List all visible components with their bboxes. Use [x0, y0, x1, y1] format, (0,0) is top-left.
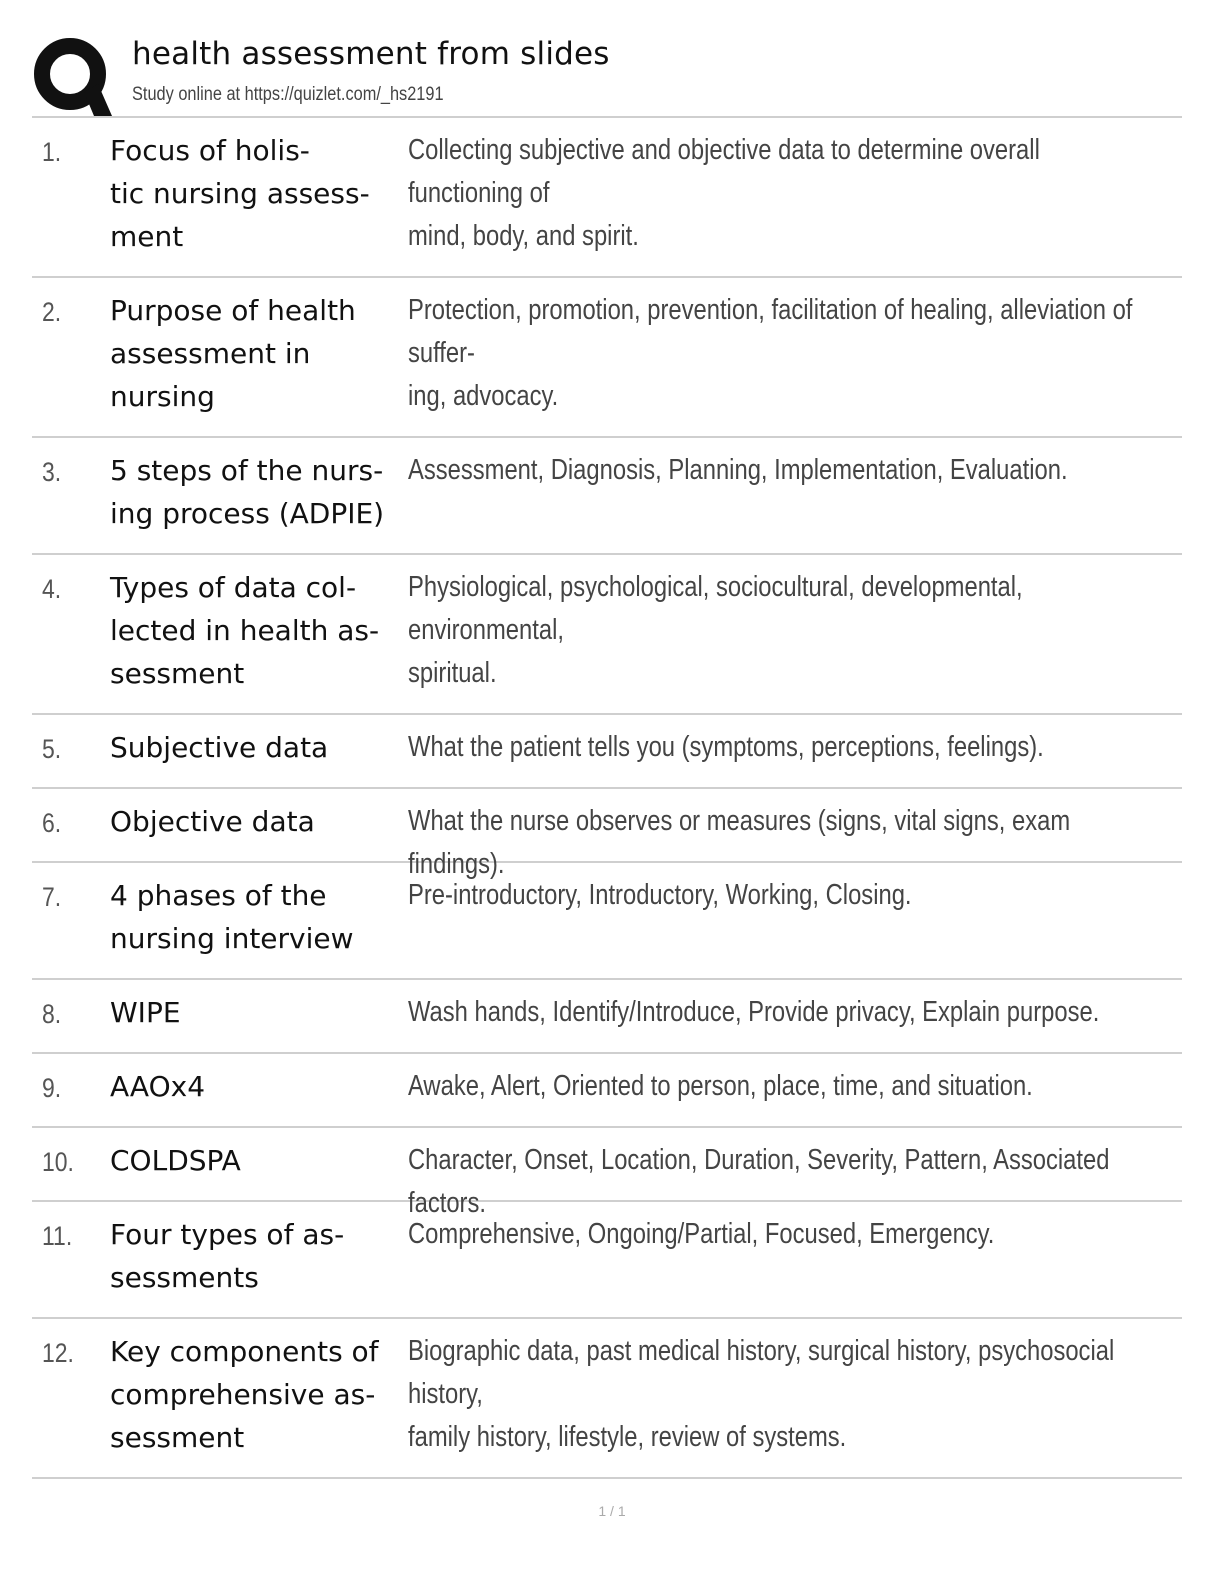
flashcard-row	[32, 980, 1182, 1054]
card-number: 4.	[42, 574, 62, 604]
card-number: 5.	[42, 734, 62, 764]
card-term: Purpose of health assessment in nursing	[110, 294, 356, 413]
card-term: Focus of holis- tic nursing assess- ment	[110, 134, 370, 253]
page-number: 1 / 1	[598, 1503, 626, 1519]
card-definition: Biographic data, past medical history, surgical history, psychosocial history, family history, lifestyle, review of systems.	[408, 1335, 1115, 1453]
card-definition: Wash hands, Identify/Introduce, Provide privacy, Explain purpose.	[408, 996, 1100, 1028]
card-term: 4 phases of the nursing interview	[110, 879, 354, 955]
document-title: health assessment from slides	[132, 36, 610, 72]
card-definition: What the nurse observes or measures (signs, vital signs, exam findings).	[408, 805, 1071, 880]
card-term: Types of data col- lected in health as- sessment	[110, 571, 380, 690]
card-number: 6.	[42, 808, 62, 838]
card-definition: What the patient tells you (symptoms, perceptions, feelings).	[408, 731, 1044, 763]
card-number: 8.	[42, 999, 62, 1029]
card-definition: Character, Onset, Location, Duration, Severity, Pattern, Associated factors.	[408, 1144, 1110, 1219]
flashcard-row	[32, 118, 1182, 278]
flashcard-row	[32, 789, 1182, 880]
card-definition: Comprehensive, Ongoing/Partial, Focused, Emergency.	[408, 1218, 995, 1250]
card-number: 9.	[42, 1073, 62, 1103]
card-number: 7.	[42, 882, 62, 912]
card-term: 5 steps of the nurs- ing process (ADPIE)	[110, 454, 385, 530]
card-term: Four types of as- sessments	[110, 1218, 345, 1294]
card-definition: Assessment, Diagnosis, Planning, Implementation, Evaluation.	[408, 454, 1068, 486]
card-number: 3.	[42, 457, 62, 487]
card-term: COLDSPA	[110, 1144, 241, 1177]
card-term: Subjective data	[110, 731, 329, 764]
flashcard-row	[32, 1319, 1182, 1479]
card-number: 2.	[42, 297, 62, 327]
flashcard-list	[32, 118, 1182, 1479]
flashcard-row	[32, 1054, 1182, 1128]
card-definition: Pre-introductory, Introductory, Working, Closing.	[408, 879, 912, 911]
card-definition: Collecting subjective and objective data to determine overall functioning of mind, body, and spirit.	[408, 134, 1040, 252]
card-number: 10.	[42, 1147, 74, 1177]
card-number: 11.	[42, 1221, 73, 1251]
card-term: AAOx4	[110, 1070, 206, 1103]
flashcard-row	[32, 1128, 1182, 1219]
card-term: WIPE	[110, 996, 181, 1029]
card-number: 1.	[42, 137, 62, 167]
card-term: Objective data	[110, 805, 315, 838]
document-header	[32, 30, 1182, 116]
card-definition: Protection, promotion, prevention, facilitation of healing, alleviation of suffer- ing, advocacy.	[408, 294, 1133, 412]
card-number: 12.	[42, 1338, 74, 1368]
flashcard-row	[32, 1202, 1182, 1319]
flashcard-row	[32, 438, 1182, 555]
quizlet-logo-icon	[32, 36, 112, 116]
flashcard-row	[32, 715, 1182, 789]
flashcard-row	[32, 863, 1182, 980]
card-term: Key components of comprehensive as- sessment	[110, 1335, 379, 1454]
flashcard-row	[32, 555, 1182, 715]
flashcard-row	[32, 278, 1182, 438]
card-definition: Awake, Alert, Oriented to person, place, time, and situation.	[408, 1070, 1033, 1102]
card-definition: Physiological, psychological, sociocultural, developmental, environmental, spiritual.	[408, 571, 1023, 689]
study-online-link[interactable]: Study online at https://quizlet.com/_hs2191	[132, 84, 444, 105]
